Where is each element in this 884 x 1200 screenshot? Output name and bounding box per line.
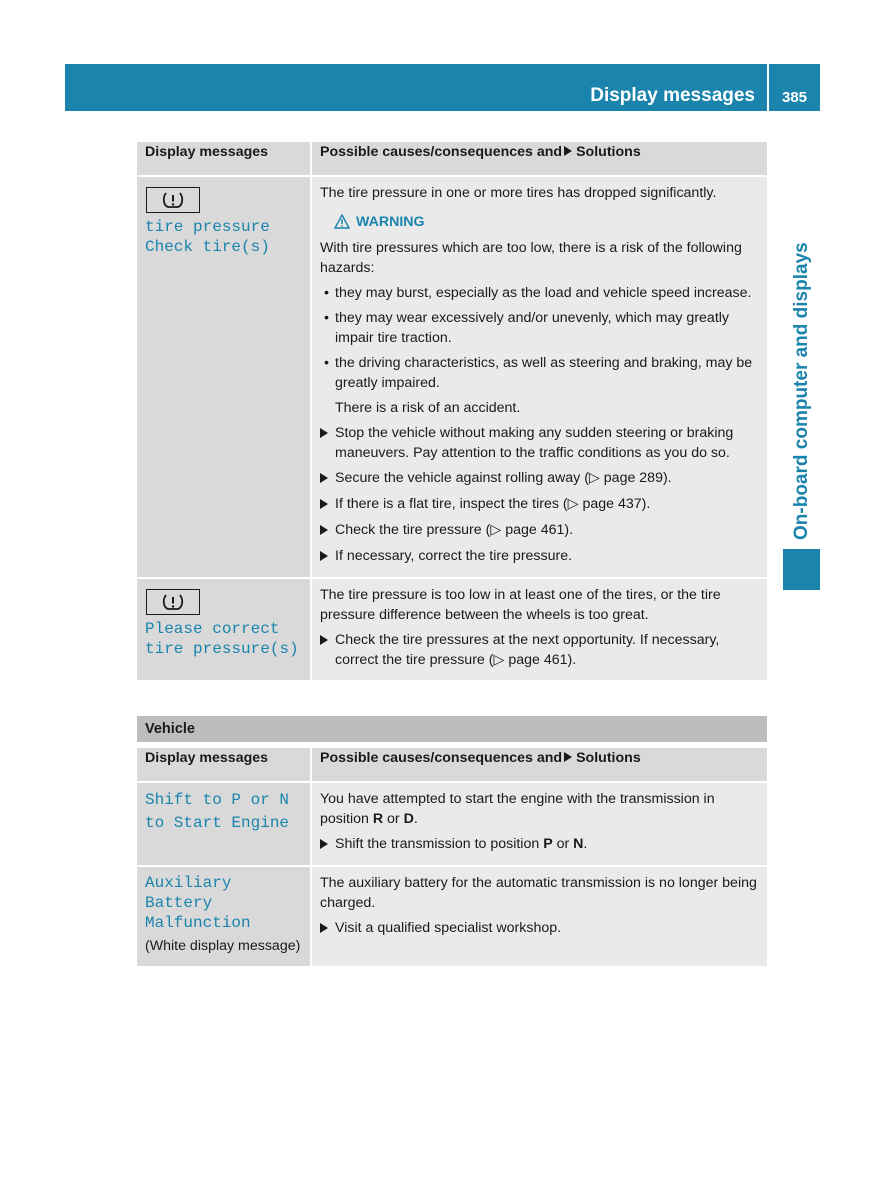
display-message-line: Please correct <box>145 620 280 638</box>
table-row <box>137 176 767 578</box>
page-number-box <box>769 64 820 111</box>
column-header-causes: Possible causes/consequences and Solutions <box>311 142 767 176</box>
cause-text: The tire pressure in one or more tires has dropped significantly. <box>320 185 717 201</box>
display-message-line: Check tire(s) <box>145 238 270 256</box>
message-note: (White display message) <box>145 938 301 954</box>
column-header-messages: Display messages <box>137 142 311 176</box>
message-cell <box>137 782 311 866</box>
section-heading-vehicle: Vehicle <box>137 716 767 742</box>
step-arrow-icon <box>320 923 328 933</box>
list-item: Stop the vehicle without making any sudden steering or braking maneuvers. Pay attention to the traffic conditions as you do so. <box>320 423 761 463</box>
list-item: Secure the vehicle against rolling away (▷ page 289). <box>320 468 761 489</box>
side-tab-marker <box>783 549 820 590</box>
step-arrow-icon <box>320 499 328 509</box>
list-item: Check the tire pressures at the next opportunity. If necessary, correct the tire pressure (▷ page 461). <box>320 630 761 670</box>
display-message-line: to Start Engine <box>145 814 290 832</box>
display-message-line: Shift to P or N <box>145 791 290 809</box>
table-row <box>137 578 767 681</box>
step-arrow-icon <box>320 473 328 483</box>
solutions-arrow-icon <box>564 146 572 156</box>
display-message-line: tire pressure(s) <box>145 640 299 658</box>
header-bar <box>65 64 767 111</box>
step-arrow-icon <box>320 525 328 535</box>
risk-text: There is a risk of an accident. <box>335 400 521 416</box>
warning-text: With tire pressures which are too low, there is a risk of the following hazards: <box>320 240 742 276</box>
tire-pressure-warning-icon <box>146 187 200 213</box>
messages-table-tires <box>137 142 767 682</box>
display-message-line: Malfunction <box>145 914 251 932</box>
table-row <box>137 866 767 967</box>
display-message-line: tire pressure <box>145 218 270 236</box>
list-item: If there is a flat tire, inspect the tires (▷ page 437). <box>320 494 761 515</box>
message-cell <box>137 578 311 681</box>
display-message-line: Auxiliary Battery <box>145 874 232 912</box>
solutions-arrow-icon <box>564 752 572 762</box>
column-header-causes: Possible causes/consequences and Solutions <box>311 748 767 782</box>
column-header-messages: Display messages <box>137 748 311 782</box>
page-number: 385 <box>781 89 808 106</box>
list-item: Shift the transmission to position P or N. <box>320 834 761 855</box>
cause-text: You have attempted to start the engine with the transmission in position R or D. <box>320 791 715 827</box>
list-item: • they may wear excessively and/or unevenly, which may greatly impair tire traction. <box>320 310 730 346</box>
table-row <box>137 782 767 866</box>
causes-cell <box>311 578 767 681</box>
list-item: Check the tire pressure (▷ page 461). <box>320 520 761 541</box>
step-arrow-icon <box>320 635 328 645</box>
step-arrow-icon <box>320 551 328 561</box>
cause-text: The auxiliary battery for the automatic transmission is no longer being charged. <box>320 875 757 911</box>
step-arrow-icon <box>320 839 328 849</box>
warning-heading: WARNING <box>334 212 761 232</box>
causes-cell <box>311 782 767 866</box>
causes-cell <box>311 176 767 578</box>
causes-cell <box>311 866 767 967</box>
page-title: Display messages <box>590 85 755 106</box>
list-item: If necessary, correct the tire pressure. <box>320 546 761 567</box>
table-header-row <box>137 748 767 782</box>
step-arrow-icon <box>320 428 328 438</box>
tire-pressure-warning-icon <box>146 589 200 615</box>
list-item: • they may burst, especially as the load and vehicle speed increase. <box>320 285 752 301</box>
message-cell <box>137 176 311 578</box>
messages-table-vehicle <box>137 748 767 968</box>
list-item: Visit a qualified specialist workshop. <box>320 918 761 939</box>
list-item: • the driving characteristics, as well as steering and braking, may be greatly impaired. <box>320 355 753 391</box>
table-header-row <box>137 142 767 176</box>
cause-text: The tire pressure is too low in at least one of the tires, or the tire pressure difference between the wheels is too great. <box>320 587 721 623</box>
warning-triangle-icon <box>334 214 350 229</box>
side-tab-label: On-board computer and displays <box>791 242 812 540</box>
message-cell <box>137 866 311 967</box>
